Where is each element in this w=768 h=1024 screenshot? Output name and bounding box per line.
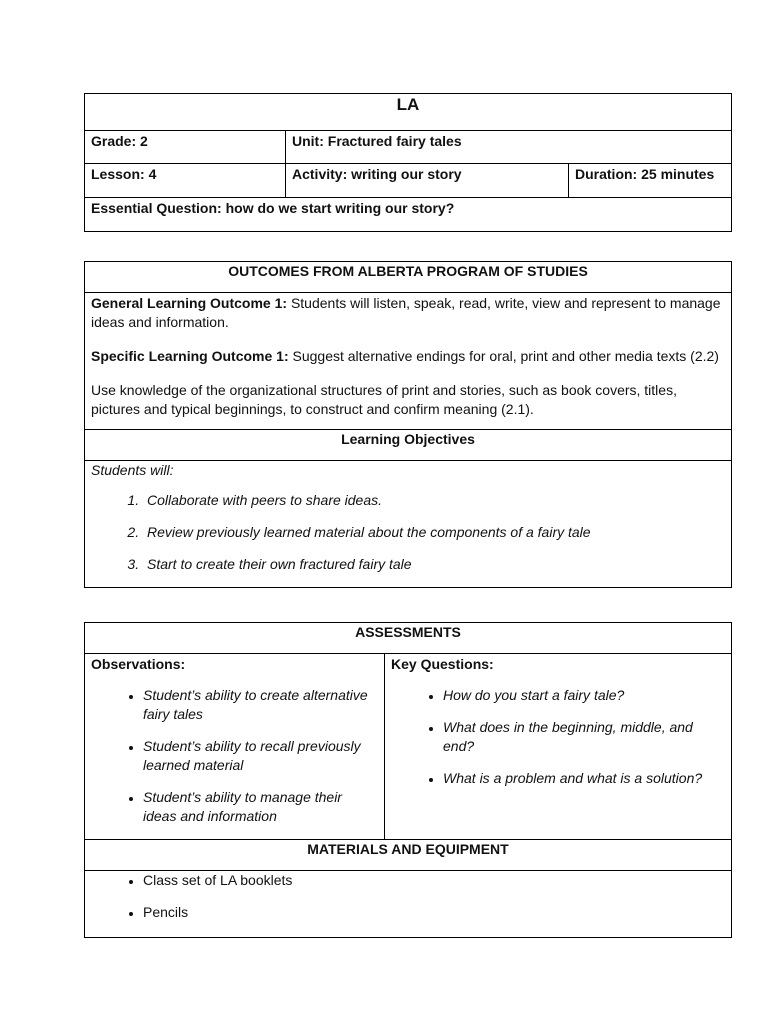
observation-item: • Student’s ability to manage their ideas and information (143, 788, 378, 826)
key-questions-label: Key Questions: (391, 656, 494, 672)
duration-cell: Duration: 25 minutes (569, 164, 732, 198)
lesson-cell: Lesson: 4 (85, 164, 286, 198)
grade-cell: Grade: 2 (85, 131, 286, 164)
activity-cell: Activity: writing our story (286, 164, 569, 198)
general-outcome (91, 294, 725, 332)
assessments-header: ASSESSMENTS (85, 623, 732, 654)
key-question-item: • How do you start a fairy tale? (443, 686, 725, 705)
specific-outcome (91, 347, 725, 366)
materials-header: MATERIALS AND EQUIPMENT (85, 840, 732, 871)
observations-label: Observations: (91, 656, 186, 672)
assessments-table (84, 622, 732, 938)
key-questions-cell (385, 654, 732, 840)
objectives-body (85, 461, 732, 588)
general-outcome-label: General Learning Outcome 1: (91, 295, 288, 311)
objectives-intro: Students will: (91, 462, 174, 478)
objective-item: 3. Start to create their own fractured fairy tale (143, 555, 725, 574)
objectives-list (91, 491, 725, 574)
materials-list (91, 871, 725, 922)
observations-cell (85, 654, 385, 840)
objectives-header: Learning Objectives (85, 430, 732, 461)
outcomes-body (85, 293, 732, 430)
lesson-info-table (84, 93, 732, 232)
key-question-item: • What is a problem and what is a solution? (443, 769, 725, 788)
objective-item: 1. Collaborate with peers to share ideas. (143, 491, 725, 510)
observations-list (91, 686, 378, 826)
observation-item: • Student’s ability to recall previously learned material (143, 737, 378, 775)
specific-outcome-label: Specific Learning Outcome 1: (91, 348, 289, 364)
general-outcome-text: Students will listen, speak, read, write, view and represent to manage ideas and information. (91, 295, 721, 330)
key-questions-list (391, 686, 725, 788)
outcomes-header: OUTCOMES FROM ALBERTA PROGRAM OF STUDIES (85, 262, 732, 293)
materials-cell (85, 871, 732, 938)
knowledge-outcome: Use knowledge of the organizational structures of print and stories, such as book covers, titles, pictures and typical beginnings, to construct and confirm meaning (2.1). (91, 382, 677, 417)
material-item: • Pencils (143, 903, 725, 922)
subject-title: LA (85, 94, 732, 131)
outcomes-table (84, 261, 732, 588)
key-question-item: • What does in the beginning, middle, and end? (443, 718, 725, 756)
observation-item: • Student’s ability to create alternative fairy tales (143, 686, 378, 724)
essential-question-cell: Essential Question: how do we start writing our story? (85, 198, 732, 232)
specific-outcome-text: Suggest alternative endings for oral, print and other media texts (2.2) (288, 348, 719, 364)
objective-item: 2. Review previously learned material about the components of a fairy tale (143, 523, 725, 542)
material-item: • Class set of LA booklets (143, 871, 725, 890)
unit-cell: Unit: Fractured fairy tales (286, 131, 732, 164)
